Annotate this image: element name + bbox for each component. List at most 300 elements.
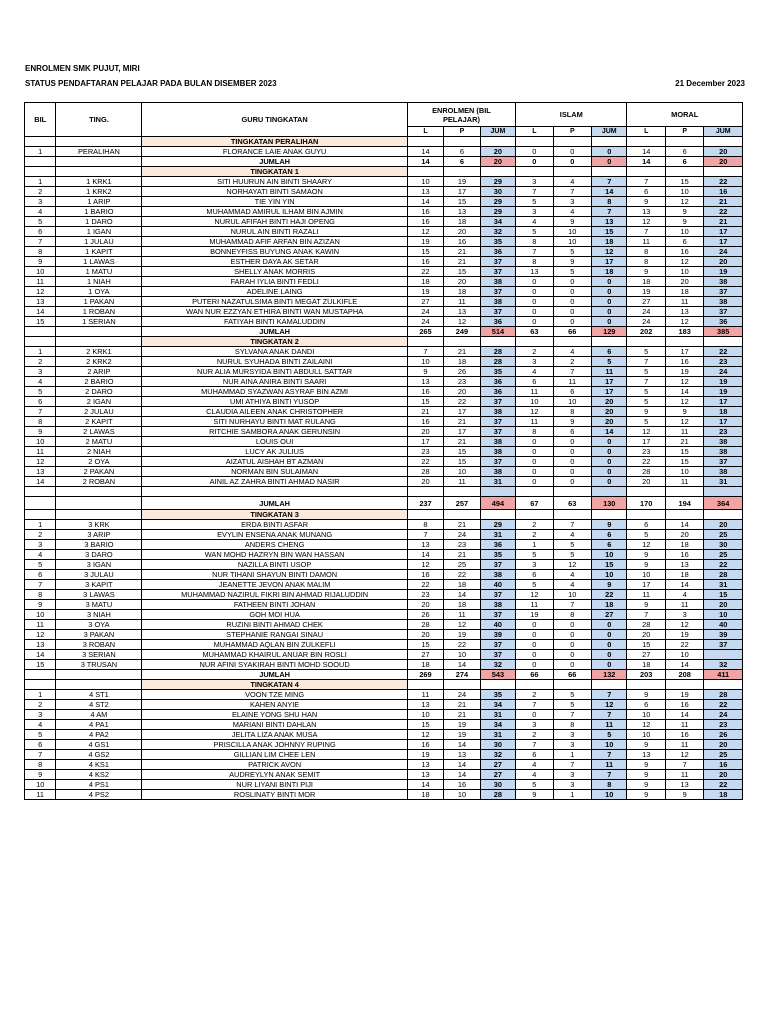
col-enrolmen-jum: JUM <box>480 127 515 137</box>
section-blank-cell <box>553 167 591 177</box>
table-cell: 10 <box>627 570 665 580</box>
section-blank-cell <box>665 337 703 347</box>
table-cell: 2 KRK2 <box>56 357 142 367</box>
table-row <box>25 590 743 600</box>
table-cell: 5 <box>553 550 591 560</box>
total-cell: 6 <box>444 157 480 167</box>
table-cell: 24 <box>704 247 743 257</box>
table-cell: 6 <box>25 570 56 580</box>
table-cell: 7 <box>516 247 553 257</box>
col-moral-p: P <box>665 127 703 137</box>
section-title: TINGKATAN PERALIHAN <box>142 137 407 147</box>
table-cell: 8 <box>407 520 443 530</box>
table-cell: 3 KRK <box>56 520 142 530</box>
table-cell: 3 NIAH <box>56 610 142 620</box>
table-cell: 19 <box>444 730 480 740</box>
table-cell: 40 <box>704 620 743 630</box>
table-cell: 36 <box>480 247 515 257</box>
table-cell: 4 AM <box>56 710 142 720</box>
table-cell: 30 <box>480 780 515 790</box>
table-cell: MARIANI BINTI DAHLAN <box>142 720 407 730</box>
table-cell: 20 <box>665 530 703 540</box>
table-cell: 19 <box>444 630 480 640</box>
table-cell: 3 <box>665 610 703 620</box>
section-blank-cell <box>627 510 665 520</box>
col-islam-p: P <box>553 127 591 137</box>
table-cell: 7 <box>25 580 56 590</box>
table-cell: 3 <box>553 197 591 207</box>
section-blank-cell <box>592 337 627 347</box>
table-cell: 15 <box>592 560 627 570</box>
section-blank-cell <box>627 167 665 177</box>
table-cell: 18 <box>407 790 443 800</box>
table-cell: 27 <box>480 760 515 770</box>
blank-cell <box>480 487 515 497</box>
table-cell: 4 <box>553 530 591 540</box>
table-cell: 21 <box>444 247 480 257</box>
table-row <box>25 477 743 487</box>
table-cell: 2 <box>25 357 56 367</box>
table-cell: NORMAN BIN SULAIMAN <box>142 467 407 477</box>
table-row <box>25 560 743 570</box>
table-cell: 19 <box>665 630 703 640</box>
table-cell: 16 <box>407 740 443 750</box>
table-cell: AUDREYLYN ANAK SEMIT <box>142 770 407 780</box>
table-cell: 7 <box>553 710 591 720</box>
table-cell: 14 <box>25 650 56 660</box>
table-cell: 8 <box>25 417 56 427</box>
table-cell: 2 <box>516 730 553 740</box>
total-cell: 66 <box>553 670 591 680</box>
table-cell: 14 <box>444 590 480 600</box>
section-title: TINGKATAN 1 <box>142 167 407 177</box>
table-cell: 18 <box>592 267 627 277</box>
table-cell: 1 <box>25 177 56 187</box>
section-blank-cell <box>56 167 142 177</box>
section-blank-cell <box>444 337 480 347</box>
table-cell: 26 <box>444 367 480 377</box>
table-cell: 5 <box>553 267 591 277</box>
total-cell: 63 <box>553 497 591 510</box>
table-cell: 11 <box>592 760 627 770</box>
table-cell: NUR AFINI SYAKIRAH BINTI MOHD SOOUD <box>142 660 407 670</box>
table-cell: 0 <box>516 620 553 630</box>
table-cell: 13 <box>516 267 553 277</box>
total-cell: 411 <box>704 670 743 680</box>
section-header-row <box>25 137 743 147</box>
table-cell: 10 <box>25 437 56 447</box>
table-cell: 8 <box>25 590 56 600</box>
table-cell: 25 <box>704 550 743 560</box>
table-cell: 0 <box>516 710 553 720</box>
table-cell: 12 <box>627 540 665 550</box>
table-cell: 12 <box>665 197 703 207</box>
table-cell: JELITA LIZA ANAK MUSA <box>142 730 407 740</box>
table-cell: 11 <box>665 600 703 610</box>
table-cell: NUR LIYANI BINTI PIJI <box>142 780 407 790</box>
table-row <box>25 540 743 550</box>
table-cell: 0 <box>516 147 553 157</box>
table-cell: BONNEYFISS BUYUNG ANAK KAWIN <box>142 247 407 257</box>
table-cell: RUZINI BINTI AHMAD CHEK <box>142 620 407 630</box>
table-cell: 27 <box>480 770 515 780</box>
table-cell: 2 IGAN <box>56 397 142 407</box>
table-cell: 20 <box>627 477 665 487</box>
table-cell: 31 <box>480 530 515 540</box>
table-cell: TIE YIN YIN <box>142 197 407 207</box>
table-cell: 21 <box>444 550 480 560</box>
table-cell: 21 <box>444 710 480 720</box>
table-row <box>25 710 743 720</box>
table-cell: 22 <box>704 700 743 710</box>
table-cell: 28 <box>407 620 443 630</box>
total-cell: 0 <box>592 157 627 167</box>
table-cell: GOH MOI HUA <box>142 610 407 620</box>
table-cell: 1 SERIAN <box>56 317 142 327</box>
table-cell: 37 <box>480 650 515 660</box>
table-cell: 31 <box>480 477 515 487</box>
table-row <box>25 437 743 447</box>
section-blank-cell <box>665 510 703 520</box>
table-cell: 14 <box>592 187 627 197</box>
table-cell: 3 <box>25 197 56 207</box>
total-cell: 170 <box>627 497 665 510</box>
section-blank-cell <box>444 167 480 177</box>
table-cell: 9 <box>665 207 703 217</box>
table-cell: 11 <box>592 367 627 377</box>
table-cell: LUCY AK JULIUS <box>142 447 407 457</box>
total-blank-cell <box>56 157 142 167</box>
table-cell: 0 <box>592 307 627 317</box>
table-cell: 38 <box>704 277 743 287</box>
table-cell: 9 <box>553 217 591 227</box>
table-cell: ESTHER DAYA AK SETAR <box>142 257 407 267</box>
table-cell: 18 <box>704 407 743 417</box>
table-cell: 32 <box>480 750 515 760</box>
table-cell: 19 <box>704 377 743 387</box>
table-cell: 4 <box>25 207 56 217</box>
table-cell: 4 <box>553 347 591 357</box>
section-blank-cell <box>553 680 591 690</box>
table-cell: 30 <box>480 187 515 197</box>
table-cell: 5 <box>627 347 665 357</box>
table-cell: 7 <box>592 770 627 780</box>
table-cell: 7 <box>553 367 591 377</box>
table-row <box>25 207 743 217</box>
table-cell: 14 <box>665 387 703 397</box>
table-cell: 10 <box>444 650 480 660</box>
table-cell: 13 <box>592 217 627 227</box>
table-cell: 0 <box>592 620 627 630</box>
table-cell: 18 <box>665 287 703 297</box>
table-cell: 34 <box>480 720 515 730</box>
table-cell: 38 <box>704 447 743 457</box>
col-guru: GURU TINGKATAN <box>142 103 407 137</box>
table-cell: 7 <box>592 750 627 760</box>
table-row <box>25 237 743 247</box>
total-label: JUMLAH <box>142 157 407 167</box>
table-cell: 21 <box>665 437 703 447</box>
section-blank-cell <box>480 337 515 347</box>
table-cell: 15 <box>25 660 56 670</box>
col-bil: BIL <box>25 103 56 137</box>
section-title: TINGKATAN 2 <box>142 337 407 347</box>
table-cell: 4 KS2 <box>56 770 142 780</box>
table-cell: 0 <box>592 297 627 307</box>
table-cell: 3 <box>516 720 553 730</box>
table-cell: 12 <box>407 730 443 740</box>
total-cell: 66 <box>516 670 553 680</box>
table-cell: 18 <box>665 540 703 550</box>
total-cell: 237 <box>407 497 443 510</box>
section-blank-cell <box>56 510 142 520</box>
table-cell: 5 <box>627 367 665 377</box>
table-row <box>25 257 743 267</box>
table-cell: 18 <box>592 600 627 610</box>
table-row <box>25 217 743 227</box>
table-cell: 12 <box>25 287 56 297</box>
table-cell: 11 <box>516 417 553 427</box>
total-row <box>25 157 743 167</box>
table-cell: 9 <box>627 267 665 277</box>
table-cell: NUR ALIA MURSYIDA BINTI ABDULL SATTAR <box>142 367 407 377</box>
table-cell: 1 <box>25 347 56 357</box>
table-cell: 2 <box>516 530 553 540</box>
table-row <box>25 197 743 207</box>
table-cell: 19 <box>665 367 703 377</box>
table-cell: SHELLY ANAK MORRIS <box>142 267 407 277</box>
table-cell: 31 <box>480 710 515 720</box>
table-cell: 11 <box>553 377 591 387</box>
table-cell: 5 <box>516 580 553 590</box>
table-cell: 0 <box>553 467 591 477</box>
section-blank-cell <box>516 680 553 690</box>
table-cell: 0 <box>553 650 591 660</box>
table-cell: 7 <box>592 177 627 187</box>
section-blank-cell <box>516 510 553 520</box>
table-cell: 17 <box>592 387 627 397</box>
total-blank-cell <box>25 157 56 167</box>
table-cell: 13 <box>665 307 703 317</box>
table-cell: 9 <box>627 740 665 750</box>
table-cell: PUTERI NAZATULSIMA BINTI MEGAT ZULKIFLE <box>142 297 407 307</box>
total-cell: 203 <box>627 670 665 680</box>
table-cell: 3 <box>553 730 591 740</box>
table-cell: 0 <box>553 297 591 307</box>
table-cell: 9 <box>627 560 665 570</box>
table-cell: 12 <box>665 620 703 630</box>
table-cell: 34 <box>480 217 515 227</box>
table-cell: 12 <box>665 377 703 387</box>
table-cell: 0 <box>592 437 627 447</box>
table-cell: 27 <box>407 650 443 660</box>
table-cell: 0 <box>553 277 591 287</box>
total-blank-cell <box>56 670 142 680</box>
total-cell: 257 <box>444 497 480 510</box>
table-cell: 3 KAPIT <box>56 580 142 590</box>
table-cell: 3 <box>516 560 553 570</box>
total-cell: 14 <box>627 157 665 167</box>
table-cell: 18 <box>627 277 665 287</box>
table-cell: 3 <box>553 780 591 790</box>
table-row <box>25 307 743 317</box>
table-row <box>25 730 743 740</box>
table-cell: 5 <box>553 540 591 550</box>
table-cell: 10 <box>444 790 480 800</box>
table-row <box>25 177 743 187</box>
table-cell: 39 <box>704 630 743 640</box>
table-cell: 21 <box>444 257 480 267</box>
table-cell: 4 <box>516 770 553 780</box>
table-cell: 9 <box>627 760 665 770</box>
table-cell: 17 <box>704 417 743 427</box>
table-cell: 7 <box>627 227 665 237</box>
table-cell: 3 PAKAN <box>56 630 142 640</box>
table-cell: 0 <box>592 277 627 287</box>
table-cell: 5 <box>25 387 56 397</box>
section-blank-cell <box>25 680 56 690</box>
table-cell: UMI ATHIYA BINTI YUSOP <box>142 397 407 407</box>
table-cell: 6 <box>665 147 703 157</box>
table-cell: 10 <box>704 610 743 620</box>
table-cell: 1 DARO <box>56 217 142 227</box>
table-row <box>25 610 743 620</box>
table-cell: 35 <box>480 237 515 247</box>
table-cell: 9 <box>627 407 665 417</box>
table-cell: 5 <box>553 700 591 710</box>
table-cell: 1 ROBAN <box>56 307 142 317</box>
total-blank-cell <box>25 327 56 337</box>
table-cell: 37 <box>480 417 515 427</box>
blank-row <box>25 487 743 497</box>
table-cell: 9 <box>592 580 627 590</box>
table-cell: 38 <box>480 277 515 287</box>
table-cell: 20 <box>665 277 703 287</box>
table-cell: 0 <box>592 660 627 670</box>
table-cell: 3 MATU <box>56 600 142 610</box>
table-cell: 4 KS1 <box>56 760 142 770</box>
table-cell: 21 <box>704 197 743 207</box>
table-cell: 19 <box>444 177 480 187</box>
table-cell: 4 <box>25 720 56 730</box>
section-blank-cell <box>444 510 480 520</box>
table-cell: 10 <box>553 227 591 237</box>
table-cell: 6 <box>516 750 553 760</box>
table-cell: 13 <box>407 770 443 780</box>
table-cell: KAHEN ANYIE <box>142 700 407 710</box>
table-cell: 1 <box>516 540 553 550</box>
table-row <box>25 550 743 560</box>
table-cell: 18 <box>444 357 480 367</box>
table-cell: 7 <box>592 710 627 720</box>
table-cell: 0 <box>592 650 627 660</box>
table-cell: 20 <box>407 630 443 640</box>
table-cell: 2 KAPIT <box>56 417 142 427</box>
section-blank-cell <box>704 337 743 347</box>
table-cell: 9 <box>627 790 665 800</box>
table-cell: 13 <box>407 377 443 387</box>
report-title: STATUS PENDAFTARAN PELAJAR PADA BULAN DISEMBER 2023 <box>25 79 277 88</box>
table-cell: 37 <box>704 457 743 467</box>
table-cell: 12 <box>407 560 443 570</box>
table-cell: WAN MOHD HAZRYN BIN WAN HASSAN <box>142 550 407 560</box>
header-row-top <box>25 103 743 127</box>
table-cell: PRISCILLA ANAK JOHNNY RUPING <box>142 740 407 750</box>
col-islam-jum: JUM <box>592 127 627 137</box>
table-cell: 15 <box>25 317 56 327</box>
table-cell: 17 <box>592 257 627 267</box>
table-cell: 18 <box>407 277 443 287</box>
table-cell: 0 <box>516 287 553 297</box>
table-cell: 13 <box>25 640 56 650</box>
table-cell: 6 <box>516 570 553 580</box>
table-cell: 10 <box>665 467 703 477</box>
table-cell: 20 <box>444 277 480 287</box>
table-cell: 18 <box>444 600 480 610</box>
table-cell: 10 <box>407 710 443 720</box>
table-cell: 1 <box>553 750 591 760</box>
table-cell: 35 <box>480 550 515 560</box>
table-cell: 13 <box>444 307 480 317</box>
table-cell: 38 <box>480 437 515 447</box>
total-cell: 6 <box>665 157 703 167</box>
table-cell: 2 KRK1 <box>56 347 142 357</box>
table-cell: 14 <box>25 477 56 487</box>
table-cell: 11 <box>25 790 56 800</box>
table-cell: 2 <box>553 357 591 367</box>
section-blank-cell <box>592 167 627 177</box>
table-cell: 18 <box>444 287 480 297</box>
section-blank-cell <box>553 337 591 347</box>
table-cell: 22 <box>444 640 480 650</box>
table-cell: 4 PA2 <box>56 730 142 740</box>
table-cell: 0 <box>592 477 627 487</box>
table-cell: 8 <box>592 780 627 790</box>
table-cell: 40 <box>480 580 515 590</box>
table-row <box>25 467 743 477</box>
table-cell: LOUIS OUI <box>142 437 407 447</box>
section-blank-cell <box>704 167 743 177</box>
total-cell: 129 <box>592 327 627 337</box>
table-cell: 13 <box>665 780 703 790</box>
total-cell: 63 <box>516 327 553 337</box>
table-cell: 11 <box>665 427 703 437</box>
table-cell: 26 <box>704 730 743 740</box>
table-cell: 3 DARO <box>56 550 142 560</box>
section-blank-cell <box>480 137 515 147</box>
table-cell: 19 <box>407 287 443 297</box>
table-cell: 0 <box>592 147 627 157</box>
table-cell: 7 <box>25 237 56 247</box>
table-cell: 24 <box>444 690 480 700</box>
table-cell: 4 GS1 <box>56 740 142 750</box>
section-blank-cell <box>592 510 627 520</box>
table-cell: 9 <box>627 780 665 790</box>
table-cell: 13 <box>407 540 443 550</box>
table-cell: 19 <box>444 720 480 730</box>
table-cell: 7 <box>407 530 443 540</box>
table-cell: 16 <box>407 387 443 397</box>
table-cell: 15 <box>444 197 480 207</box>
section-blank-cell <box>516 137 553 147</box>
table-row <box>25 740 743 750</box>
table-cell: 17 <box>407 437 443 447</box>
blank-cell <box>627 487 665 497</box>
table-cell: 5 <box>592 357 627 367</box>
table-cell: 0 <box>553 620 591 630</box>
table-cell: 15 <box>444 267 480 277</box>
table-row <box>25 690 743 700</box>
